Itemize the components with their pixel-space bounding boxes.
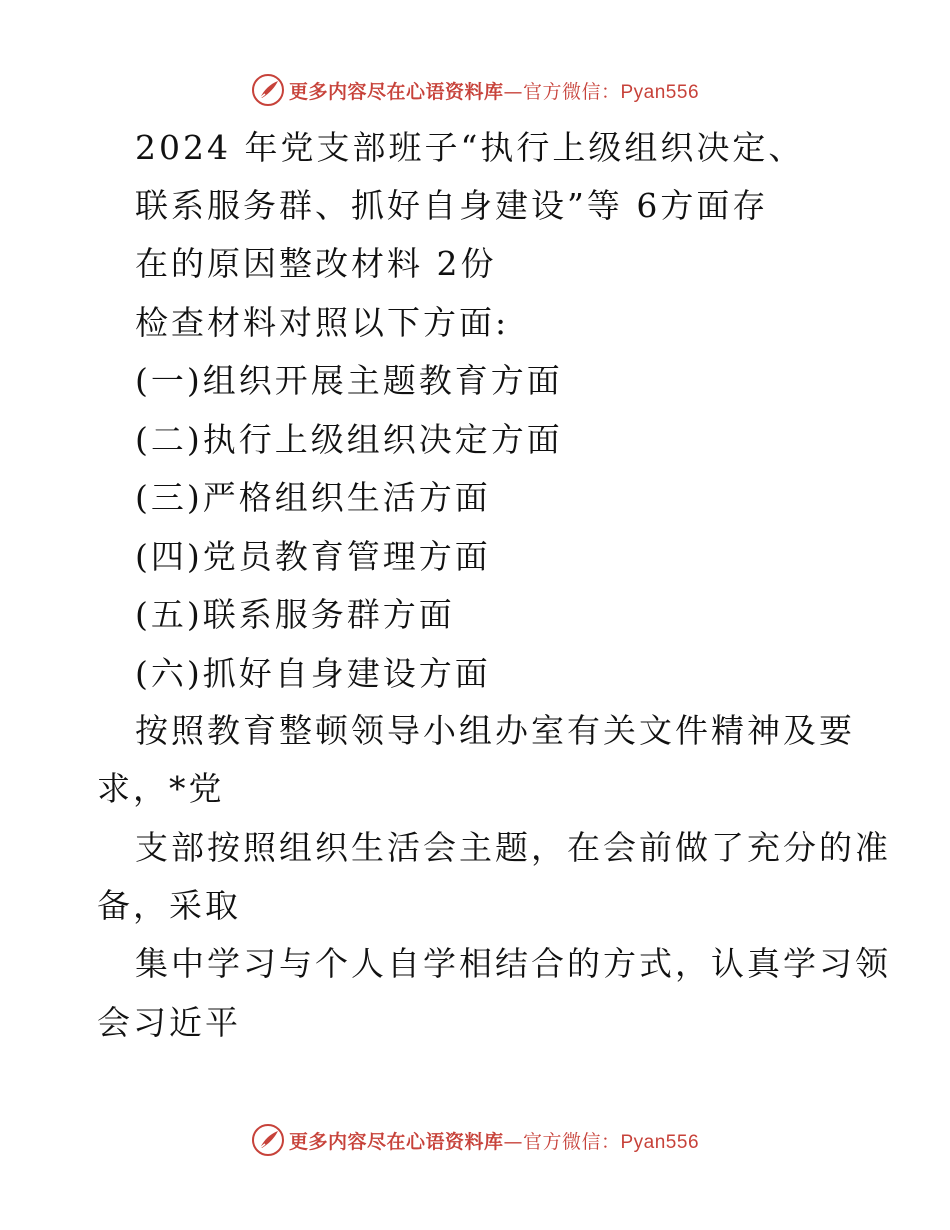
- body-line-1: 按照教育整顿领导小组办室有关文件精神及要: [135, 711, 855, 750]
- footer-watermark: [0, 1120, 950, 1160]
- body-line-6: 会习近平: [97, 1003, 241, 1042]
- watermark-dash: —: [503, 1130, 523, 1153]
- list-item: (五)联系服务群方面: [135, 595, 455, 634]
- title-line-2: 联系服务群、抓好自身建设”等 6方面存: [135, 186, 769, 225]
- list-item: (四)党员教育管理方面: [135, 537, 491, 576]
- body-line-3: 支部按照组织生活会主题，在会前做了充分的准: [135, 828, 891, 867]
- watermark-main-text: 更多内容尽在心语资料库: [288, 1130, 504, 1153]
- list-item: (六)抓好自身建设方面: [135, 654, 491, 693]
- list-item: (一)组织开展主题教育方面: [135, 361, 563, 400]
- watermark-dash: —: [503, 80, 523, 103]
- quill-logo-icon: [251, 1123, 285, 1157]
- body-line-5: 集中学习与个人自学相结合的方式，认真学习领: [135, 944, 891, 983]
- watermark-id: Pyan556: [620, 81, 700, 103]
- list-item: (三)严格组织生活方面: [135, 478, 491, 517]
- watermark-sub-text: 官方微信：: [522, 1130, 621, 1153]
- body-line-2: 求，*党: [97, 769, 225, 808]
- title-line-1: 2024 年党支部班子“执行上级组织决定、: [135, 128, 805, 167]
- list-item: (二)执行上级组织决定方面: [135, 420, 563, 459]
- title-line-3: 在的原因整改材料 2份: [135, 244, 497, 283]
- intro-text: 检查材料对照以下方面:: [135, 303, 510, 342]
- watermark-main-text: 更多内容尽在心语资料库: [288, 80, 504, 103]
- watermark-sub-text: 官方微信：: [522, 80, 621, 103]
- watermark-id: Pyan556: [620, 1131, 700, 1153]
- body-line-4: 备，采取: [97, 886, 241, 925]
